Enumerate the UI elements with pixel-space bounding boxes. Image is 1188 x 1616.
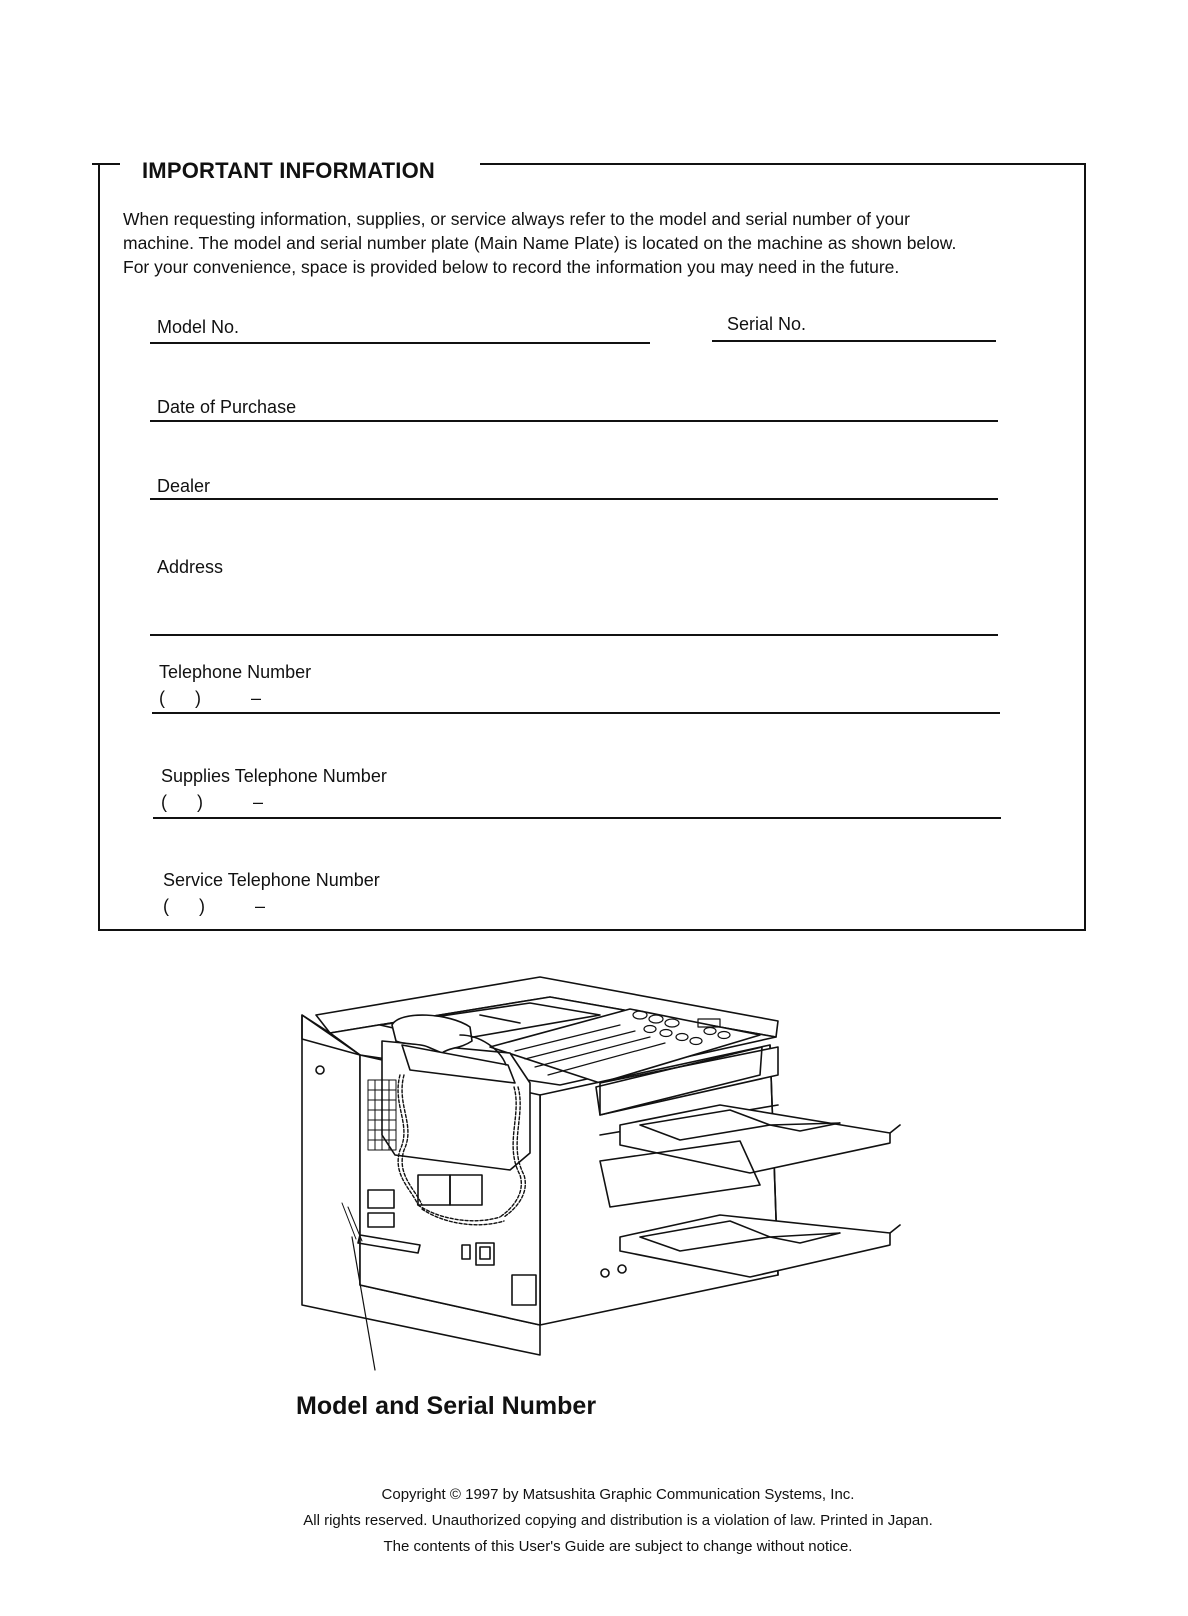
supplies-telephone-number-label: Supplies Telephone Number — [161, 766, 387, 786]
copyright-notice — [0, 1482, 1188, 1560]
model-no-label: Model No. — [157, 317, 240, 337]
copyright-line: Copyright © 1997 by Matsushita Graphic Communication Systems, Inc. — [381, 1486, 855, 1503]
service-telephone-number-label: Service Telephone Number — [163, 870, 380, 890]
address-line[interactable] — [150, 634, 998, 636]
date-of-purchase-label: Date of Purchase — [157, 397, 297, 417]
supplies-telephone-number-line[interactable] — [153, 817, 1001, 819]
telephone-number-label: Telephone Number — [159, 662, 312, 682]
service-telephone-number-format: ( ) – — [163, 896, 266, 916]
model-no-line[interactable] — [150, 342, 650, 344]
fax-machine-illustration — [300, 975, 920, 1380]
box-top-border-left — [92, 163, 120, 165]
telephone-number-line[interactable] — [152, 712, 1000, 714]
intro-line: machine. The model and serial number plate (Main Name Plate) is located on the machine as shown below. — [123, 233, 957, 253]
section-heading: IMPORTANT INFORMATION — [142, 158, 436, 183]
illustration-caption: Model and Serial Number — [296, 1392, 597, 1420]
intro-line: For your convenience, space is provided below to record the information you may need in the future. — [123, 257, 900, 277]
copyright-line: All rights reserved. Unauthorized copying and distribution is a violation of law. Printed in Japan. — [303, 1512, 933, 1529]
serial-no-label: Serial No. — [727, 314, 807, 334]
telephone-number-format: ( ) – — [159, 688, 262, 708]
box-top-border-right — [480, 163, 1086, 165]
address-label: Address — [157, 557, 224, 577]
copyright-line: The contents of this User's Guide are subject to change without notice. — [383, 1538, 853, 1555]
intro-line: When requesting information, supplies, or service always refer to the model and serial number of your — [123, 209, 910, 229]
dealer-label: Dealer — [157, 476, 211, 496]
date-of-purchase-line[interactable] — [150, 420, 998, 422]
supplies-telephone-number-format: ( ) – — [161, 792, 264, 812]
dealer-line[interactable] — [150, 498, 998, 500]
serial-no-line[interactable] — [712, 340, 996, 342]
intro-paragraph — [123, 207, 1068, 279]
